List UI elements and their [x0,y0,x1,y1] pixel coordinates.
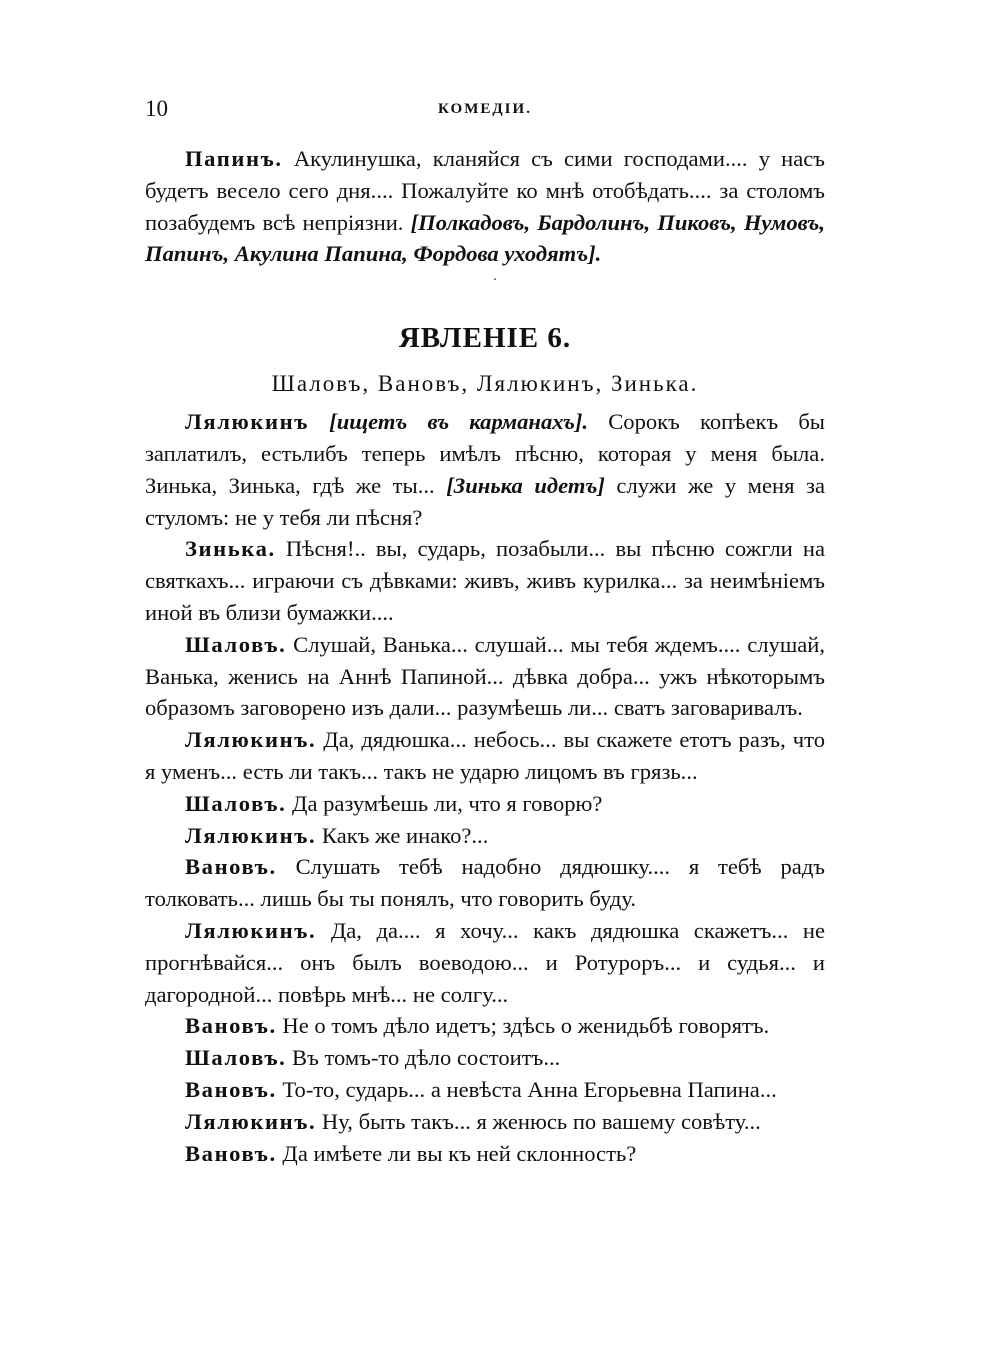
speaker-name: Вановъ. [185,1013,277,1039]
speaker-name: Лялюкинъ. [185,917,317,943]
dialogue-line [145,1074,825,1106]
speech-text: Да, да.... я хочу... какъ дядюшка скажетъ... не прогнѣвайся... онъ былъ воеводою... и Ротурoръ... и судья... и дагородной... повѣрь мнѣ... не солгу... [145,917,825,1007]
speech-text: Сорокъ копѣекъ бы заплатилъ, естьлибъ теперь имѣлъ пѣсню, которая у меня была. Зинька, Зинька, гдѣ же ты... [145,409,825,498]
speech-text: служи же у меня за стуломъ: не у тебя ли пѣсня? [145,472,825,530]
dialogue-line [145,1042,825,1074]
dialogue-line [145,1010,825,1042]
speech-text: Въ томъ-то дѣло состоитъ... [286,1045,561,1071]
scene-title: ЯВЛЕНІЕ 6. [398,322,572,355]
speaker-name: Вановъ. [185,1076,277,1102]
separator-dot: · [492,273,498,289]
dialogue-line [145,820,825,852]
speaker-name: Лялюкинъ. [185,1108,317,1134]
speaker-name: Папинъ. [185,146,283,171]
page-number: 10 [145,96,168,121]
stage-direction: [Полкадовъ, Бардолинъ, Пиковъ, Нумовъ, Папинъ, Акулина Папина, Фордова уходятъ]. [145,209,825,267]
speaker-name: Лялюкинъ. [185,727,317,753]
speech-text: Ну, быть такъ... я женюсь по вашему совѣту... [316,1108,761,1134]
speech-text: Слушать тебѣ надобно дядюшку.... я тебѣ радъ толковать... лишь бы ты понялъ, что говорить буду. [145,854,825,912]
dialogue-line [145,533,825,628]
speech-text: Да имѣете ли вы къ ней склонность? [276,1140,637,1166]
stage-direction: [Зинька идетъ] [446,472,605,498]
scene-personae: Шаловъ, Вановъ, Лялюкинъ, Зинька. [271,371,699,397]
speaker-name: Лялюкинъ [185,409,310,435]
dialogue-line [145,724,825,788]
dialogue-line [145,788,825,820]
speaker-name: Шаловъ. [185,1045,287,1071]
paragraph-lyalyukin-1 [145,406,825,533]
dialogue-line [145,915,825,1010]
stage-direction: [ищетъ въ карманахъ]. [309,409,589,435]
speech-text: Да разумѣешь ли, что я говорю? [286,790,603,816]
dialogue-line [145,1138,825,1170]
paragraph-papin [145,143,825,270]
speech-text: То-то, сударь... а невѣста Анна Егорьевна Папина... [276,1076,777,1102]
dialogue-line [145,629,825,724]
speaker-name: Вановъ. [185,1140,277,1166]
speaker-name: Шаловъ. [185,790,287,816]
running-title: КОМЕДІИ. [438,101,532,117]
page-body [145,143,825,1169]
dialogue-line [145,1106,825,1138]
dialogue-line [145,851,825,915]
speech-text: Да, дядюшка... небось... вы скажете етотъ разъ, что я уменъ... есть ли такъ... такъ не ударю лицомъ въ грязь... [145,727,825,784]
speaker-name: Шаловъ. [185,631,287,657]
speech-text: Не о томъ дѣло идетъ; здѣсь о женидьбѣ говорятъ. [276,1013,770,1039]
speaker-name: Зинька. [185,536,276,562]
speech-text: Слушай, Ванька... слушай... мы тебя ждемъ.... слушай, Ванька, женись на Аннѣ Папиной... дѣвка добра... ужъ нѣкоторымъ образомъ заговорено изъ дали... разумѣешь ли... сватъ заговаривалъ. [145,631,825,721]
speech-text: Акулинушка, кланяйся съ сими господами.... у насъ будетъ весело сего дня.... Пожалуйте ко мнѣ отобѣдать.... за столомъ позабудемъ всѣ непріязни. [145,146,825,235]
speech-text: Какъ же инако?... [316,822,489,848]
speaker-name: Лялюкинъ. [185,822,317,848]
speech-text: Пѣсня!.. вы, сударь, позабыли... вы пѣсню сожгли на святкахъ... играючи съ дѣвками: живъ, живъ курилка... за неимѣніемъ иной въ близи бумажки.... [145,536,825,625]
speaker-name: Вановъ. [185,854,277,880]
page-header [145,92,825,126]
